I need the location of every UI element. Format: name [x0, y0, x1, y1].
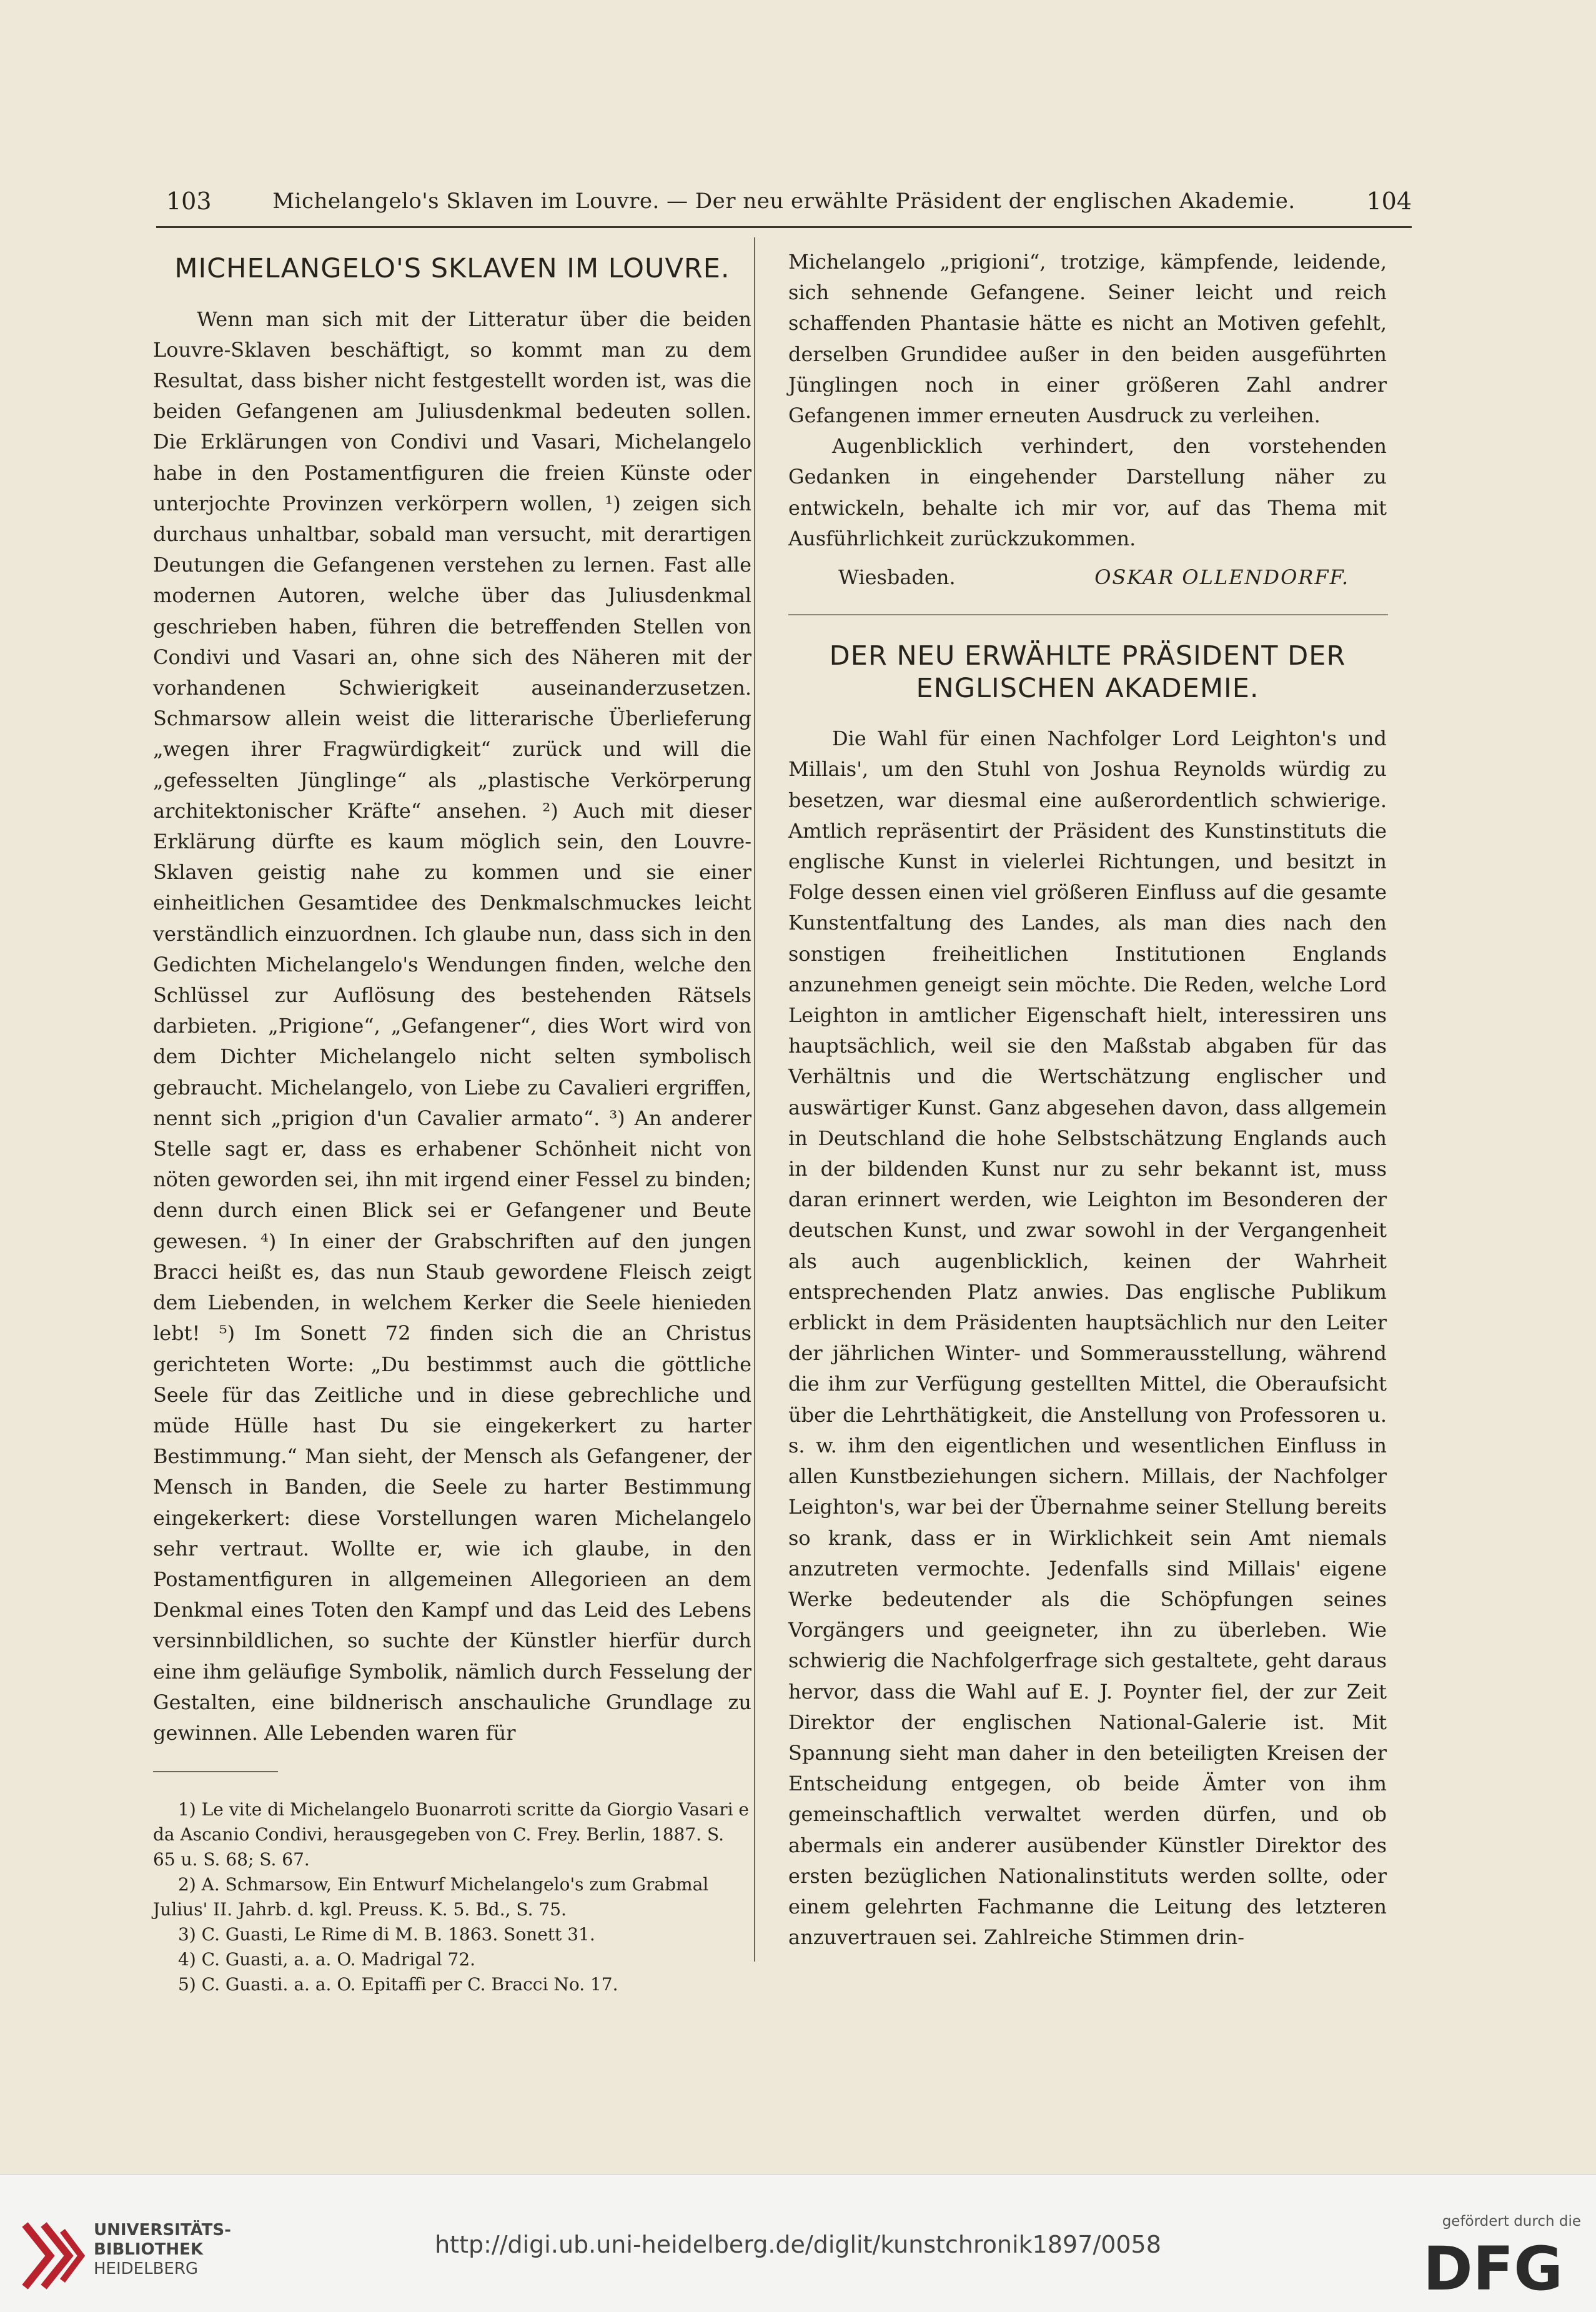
article-paragraph: Augenblicklich verhindert, den vorstehenden Gedanken in eingehender Darstellung näher zu entwickeln, behalte ich mir vor, auf das Thema mit Ausführlichkeit zurückzukommen. — [788, 434, 1387, 550]
permalink-url[interactable]: http://digi.ub.uni-heidelberg.de/diglit/kunstchronik1897/0058 — [435, 2231, 1161, 2258]
article-title: MICHELANGELO'S SKLAVEN IM LOUVRE. — [174, 253, 730, 284]
header-rule — [156, 226, 1412, 228]
dfg-logo-text: DFG — [1422, 2240, 1564, 2296]
footnote-rule — [153, 1771, 278, 1772]
article-paragraph: Michelangelo „prigioni“, trotzige, kämpfende, leidende, sich sehnende Gefangene. Seiner leicht und reich schaffenden Phantasie hätte es nicht an Motiven gefehlt, derselben Grundidee außer in den beiden ausgeführten Jünglingen noch in einer größeren Zahl andrer Gefangenen immer erneuten Ausdruck zu verleihen. — [788, 250, 1387, 428]
viewer-footer — [0, 2174, 1596, 2312]
article-paragraph: Die Wahl für einen Nachfolger Lord Leighton's und Millais', um den Stuhl von Joshua Reynolds würdig zu besetzen, war diesmal eine außerordentlich schwierige. Amtlich repräsentirt der Präsident des Kunstinstituts die englische Kunst in vielerlei Richtungen, und besitzt in Folge dessen einen viel größeren Einfluss auf die gesamte Kunstentfaltung des Landes, als man dies nach den sonstigen freiheitlichen Institutionen Englands anzunehmen geneigt sein möchte. Die Reden, welche Lord Leighton in amtlicher Eigenschaft hielt, interessiren uns hauptsächlich, weil sie den Maßstab abgaben für das Verhältnis und die Wertschätzung englischer und auswärtiger Kunst. Ganz abgesehen davon, dass allgemein in Deutschland die hohe Selbstschätzung Englands auch in der bildenden Kunst nur zu sehr bekannt ist, muss daran erinnert werden, wie Leighton im Besonderen der deutschen Kunst, und zwar sowohl in der Vergangenheit als auch augenblicklich, keinen der Wahrheit entsprechenden Platz anwies. Das englische Publikum erblickt in dem Präsidenten hauptsächlich nur den Leiter der jährlichen Winter- und Sommerausstellung, während die ihm zur Verfügung gestellten Mittel, die Oberaufsicht über die Lehrthätigkeit, die Anstellung von Professoren u. s. w. ihm den eigentlichen und wesentlichen Einfluss in allen Kunstbeziehungen sichern. Millais, der Nachfolger Leighton's, war bei der Übernahme seiner Stellung bereits so krank, dass er in Wirklichkeit sein Amt niemals anzutreten vermochte. Jedenfalls sind Millais' eigene Werke bedeutender als die Schöpfungen seines Vorgängers und geeigneter, ihn zu überleben. Wie schwierig die Nachfolgerfrage sich gestaltete, geht daraus hervor, dass die Wahl auf E. J. Poynter fiel, der zur Zeit Direktor der englischen National-Galerie ist. Mit Spannung sieht man daher in den beteiligten Kreisen der Entscheidung entgegen, ob beide Ämter von ihm gemeinschaftlich verwaltet werden dürfen, und ob abermals ein anderer ausübender Künstler Direktor des ersten bezüglichen Nationalinstituts werden sollte, oder einem gelehrten Fachmanne die Leitung des letzteren anzuvertrauen sei. Zahlreiche Stimmen drin- — [788, 727, 1387, 1950]
footnote: 1) Le vite di Michelangelo Buonarroti scritte da Giorgio Vasari e da Ascanio Condivi, herausgegeben von C. Frey. Berlin, 1887. S. 65 u. S. 68; S. 67. — [153, 1799, 750, 1870]
signature-author: OSKAR OLLENDORFF. — [1094, 565, 1349, 590]
library-name-line: BIBLIOTHEK — [94, 2240, 204, 2259]
left-column — [153, 247, 751, 1997]
running-title: Michelangelo's Sklaven im Louvre. — Der neu erwählte Präsident der englischen Akademie. — [272, 189, 1296, 214]
funder-caption: gefördert durch die — [1442, 2213, 1581, 2230]
library-name-line: HEIDELBERG — [94, 2260, 199, 2278]
footnote: 3) C. Guasti, Le Rime di M. B. 1863. Sonett 31. — [178, 1924, 595, 1945]
dfg-logo-icon — [1402, 2240, 1584, 2296]
right-column — [788, 247, 1387, 1953]
footnote: 4) C. Guasti, a. a. O. Madrigal 72. — [178, 1949, 476, 1970]
page-header — [156, 187, 1412, 225]
footnote: 5) C. Guasti. a. a. O. Epitaffi per C. Bracci No. 17. — [178, 1974, 618, 1995]
article-title: DER NEU ERWÄHLTE PRÄSIDENT DER ENGLISCHEN AKADEMIE. — [829, 640, 1346, 704]
library-name-line: UNIVERSITÄTS- — [94, 2221, 231, 2240]
page-number-right: 104 — [1366, 187, 1412, 215]
footnote: 2) A. Schmarsow, Ein Entwurf Michelangelo's zum Grabmal Julius' II. Jahrb. d. kgl. Preuss. K. 5. Bd., S. 75. — [153, 1874, 709, 1920]
column-divider — [754, 237, 755, 1962]
article-separator — [788, 614, 1388, 615]
signature-place: Wiesbaden. — [838, 565, 956, 590]
page-number-left: 103 — [166, 187, 212, 215]
footnotes — [153, 1797, 751, 1997]
signature — [788, 565, 1387, 589]
article-paragraph: Wenn man sich mit der Litteratur über die beiden Louvre-Sklaven beschäftigt, so kommt man zu dem Resultat, dass bisher nicht festgestellt worden ist, was die beiden Gefangenen am Juliusdenkmal bedeuten sollen. Die Erklärungen von Condivi und Vasari, Michelangelo habe in den Postamentfiguren die freien Künste oder unterjochte Provinzen verkörpern wollen, ¹) zeigen sich durchaus unhaltbar, sobald man versucht, mit derartigen Deutungen die Gefangenen verstehen zu lernen. Fast alle modernen Autoren, welche über das Juliusdenkmal geschrieben haben, führen die betreffenden Stellen von Condivi und Vasari an, ohne sich des Näheren mit der vorhandenen Schwierigkeit auseinanderzusetzen. Schmarsow allein weist die litterarische Überlieferung „wegen ihrer Fragwürdigkeit“ zurück und will die „gefesselten Jünglinge“ als „plastische Verkörperung architektonischer Kräfte“ ansehen. ²) Auch mit dieser Erklärung dürfte es kaum möglich sein, den Louvre-Sklaven geistig nahe zu kommen und sie einer einheitlichen Gesamtidee des Denkmalschmuckes leicht verständlich einzuordnen. Ich glaube nun, dass sich in den Gedichten Michelangelo's Wendungen finden, welche den Schlüssel zur Auflösung des bestehenden Rätsels darbieten. „Prigione“, „Gefangener“, dies Wort wird von dem Dichter Michelangelo nicht selten symbolisch gebraucht. Michelangelo, von Liebe zu Cavalieri ergriffen, nennt sich „prigion d'un Cavalier armato“. ³) An anderer Stelle sagt er, dass es erhabener Schönheit nicht von nöten geworden sei, ihn mit irgend einer Fessel zu binden; denn durch einen Blick sei er Gefangener und Beute gewesen. ⁴) In einer der Grabschriften auf den jungen Bracci heißt es, das nun Staub gewordene Fleisch zeigt dem Liebenden, in welchem Kerker die Seele hienieden lebt! ⁵) Im Sonett 72 finden sich die an Christus gerichteten Worte: „Du bestimmst auch die göttliche Seele für das Zeitliche und in diese gebrechliche und müde Hülle hast Du sie eingekerkert zu harter Bestimmung.“ Man sieht, der Mensch als Gefangener, der Mensch in Banden, die Seele zu harter Bestimmung eingekerkert: diese Vorstellungen waren Michelangelo sehr vertraut. Wollte er, wie ich glaube, in den Postamentfiguren in allgemeinen Allegorieen an dem Denkmal eines Toten den Kampf und das Leid des Lebens versinnbildlichen, so suchte der Künstler hierfür durch eine ihm geläufige Symbolik, nämlich durch Fesselung der Gestalten, eine bildnerisch anschauliche Grundlage zu gewinnen. Alle Lebenden waren für — [153, 307, 751, 1745]
